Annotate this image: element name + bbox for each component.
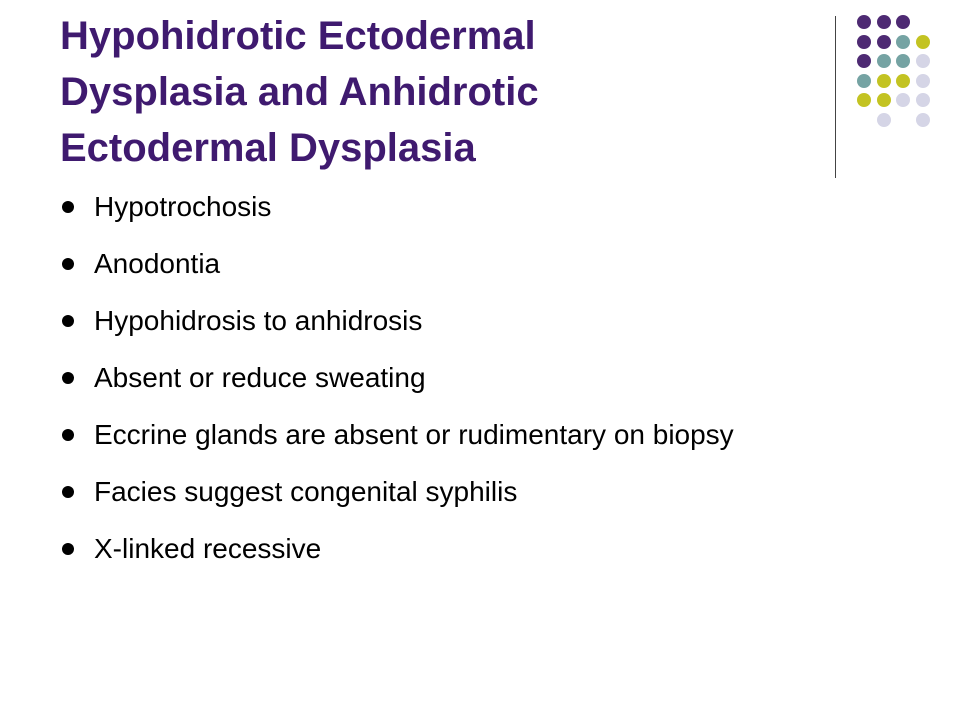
- decorative-dot-grid: [0, 0, 960, 200]
- decorative-dot-olive: [877, 74, 891, 88]
- decorative-dot-purple: [877, 35, 891, 49]
- bullet-dot-icon: [62, 543, 74, 555]
- decorative-dot-purple: [857, 15, 871, 29]
- decorative-dot-purple: [877, 15, 891, 29]
- decorative-dot-lavender: [916, 54, 930, 68]
- bullet-dot-icon: [62, 429, 74, 441]
- slide-title-line-1: Hypohidrotic Ectodermal: [60, 14, 536, 58]
- decorative-dot-olive: [896, 74, 910, 88]
- bullet-dot-icon: [62, 201, 74, 213]
- decorative-dot-purple: [857, 35, 871, 49]
- bullet-text: Anodontia: [94, 248, 221, 279]
- decorative-dot-lavender: [877, 113, 891, 127]
- bullet-dot-icon: [62, 372, 74, 384]
- bullet-dot-icon: [62, 486, 74, 498]
- bullet-item: [62, 532, 902, 565]
- decorative-dot-teal: [896, 54, 910, 68]
- bullet-text: Absent or reduce sweating: [94, 362, 426, 393]
- slide-title-line-2: Dysplasia and Anhidrotic: [60, 70, 539, 114]
- decorative-dot-lavender: [916, 93, 930, 107]
- decorative-dot-teal: [877, 54, 891, 68]
- decorative-dot-olive: [857, 93, 871, 107]
- decorative-dot-lavender: [916, 113, 930, 127]
- bullet-text: Facies suggest congenital syphilis: [94, 476, 518, 507]
- bullet-dot-icon: [62, 258, 74, 270]
- slide-title-line-3: Ectodermal Dysplasia: [60, 126, 476, 170]
- decorative-dot-olive: [877, 93, 891, 107]
- bullet-text: X-linked recessive: [94, 533, 322, 564]
- decorative-dot-lavender: [916, 74, 930, 88]
- decorative-dot-teal: [857, 74, 871, 88]
- bullet-item: [62, 190, 902, 223]
- bullet-text: Hypotrochosis: [94, 191, 272, 222]
- bullet-list: [62, 190, 902, 589]
- bullet-item: [62, 304, 902, 337]
- bullet-item: [62, 418, 902, 451]
- bullet-item: [62, 475, 902, 508]
- bullet-dot-icon: [62, 315, 74, 327]
- bullet-text: Hypohidrosis to anhidrosis: [94, 305, 423, 336]
- decorative-dot-olive: [916, 35, 930, 49]
- bullet-text: Eccrine glands are absent or rudimentary on biopsy: [94, 419, 734, 450]
- decorative-dot-purple: [857, 54, 871, 68]
- decorative-dot-purple: [896, 15, 910, 29]
- bullet-item: [62, 361, 902, 394]
- decorative-dot-teal: [896, 35, 910, 49]
- decorative-dot-lavender: [896, 93, 910, 107]
- bullet-item: [62, 247, 902, 280]
